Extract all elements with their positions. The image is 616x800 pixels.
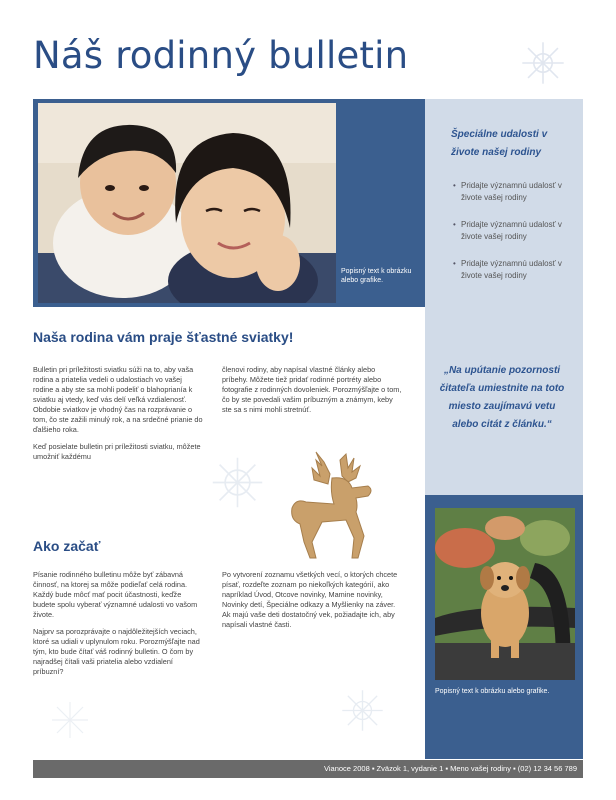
list-item: • Pridajte významnú udalosť v živote vašej rodiny xyxy=(455,180,573,204)
pull-quote: „Na upútanie pozornosti čitateľa umiestnite na toto miesto zaujímavú vetu alebo citát z článku.“ xyxy=(439,365,565,430)
list-item: • Pridajte významnú udalosť v živote vašej rodiny xyxy=(455,258,573,282)
section-heading: Ako začať xyxy=(33,538,101,554)
page-title: Náš rodinný bulletin xyxy=(33,34,409,77)
paragraph: Po vytvorení zoznamu všetkých vecí, o ktorých chcete písať, rozdeľte zoznam po niekoľkých kategórií, ako napríklad Úvod, Otcove novinky, Mamine novinky, Novinky detí, Špeciálne odkazy a Myšlienky na záver. Ak majú vaše deti dostatočný vek, požiadajte ich, aby napísali vlastné časti. xyxy=(222,570,398,629)
reindeer-ornament-image xyxy=(276,446,386,566)
snowflake-icon xyxy=(50,700,90,740)
article-column xyxy=(33,570,203,684)
list-item: • Pridajte významnú udalosť v živote vašej rodiny xyxy=(455,219,573,243)
paragraph: Bulletin pri príležitosti sviatku súži na to, aby vaša rodina a priatelia vedeli o udalostiach vo vašej rodine a aby ste sa mohli podeliť o blahoprianía k sviatku aj vtedy, keď vás delí veľká vzdialenosť. Obdobie sviatkov je vhodný čas na rozprávanie o tom, čo ste zažili minulý rok, a na srdečné prianie do ďalšieho roka. xyxy=(33,365,203,434)
paragraph: Písanie rodinného bulletinu môže byť zábavná činnosť, na ktorej sa môže podieľať celá rodina. Každý bude môcť mať pocit účastnosti, keďže budete spolu vyberať významné udalosti vo vašom živote. xyxy=(33,570,198,619)
puppy-photo xyxy=(435,508,575,680)
snowflake-icon xyxy=(520,40,566,86)
article-column xyxy=(222,365,402,422)
snowflake-icon xyxy=(340,688,385,733)
footer-bar xyxy=(33,760,583,778)
hero-photo-caption: Popisný text k obrázku alebo grafike. xyxy=(341,268,412,284)
snowflake-icon xyxy=(210,455,265,510)
events-list xyxy=(455,180,573,297)
kids-photo xyxy=(38,103,336,303)
footer-text: Vianoce 2008 ▪ Zväzok 1, vydanie 1 ▪ Meno vašej rodiny ▪ (02) 12 34 56 789 xyxy=(324,764,577,773)
article-column xyxy=(222,570,402,637)
article-column xyxy=(33,365,203,469)
section-heading: Naša rodina vám praje šťastné sviatky! xyxy=(33,329,294,345)
paragraph: Najprv sa porozprávajte o najdôležitejších veciach, ktoré sa udiali v uplynulom roku. Porozmýšľajte nad tým, kto bude čítať váš rodinný bulletin. O čom by najradšej čítali vaši priatelia alebo vzdialení príbuzní? xyxy=(33,627,200,676)
paragraph: Keď posielate bulletin pri príležitosti sviatku, môžete umožniť každému xyxy=(33,442,201,461)
dog-photo-caption: Popisný text k obrázku alebo grafike. xyxy=(435,688,550,695)
paragraph: členovi rodiny, aby napísal vlastné články alebo príbehy. Môžete tiež pridať rodinné portréty alebo fotografie z rodinných dovoleniek. Porozmýšľajte o tom, čo by ste povedali vašim príbuzným a známym, keby ste sa s nimi mohli stretnúť. xyxy=(222,365,402,414)
sidebar-title: Špeciálne udalosti v živote našej rodiny xyxy=(451,129,548,158)
